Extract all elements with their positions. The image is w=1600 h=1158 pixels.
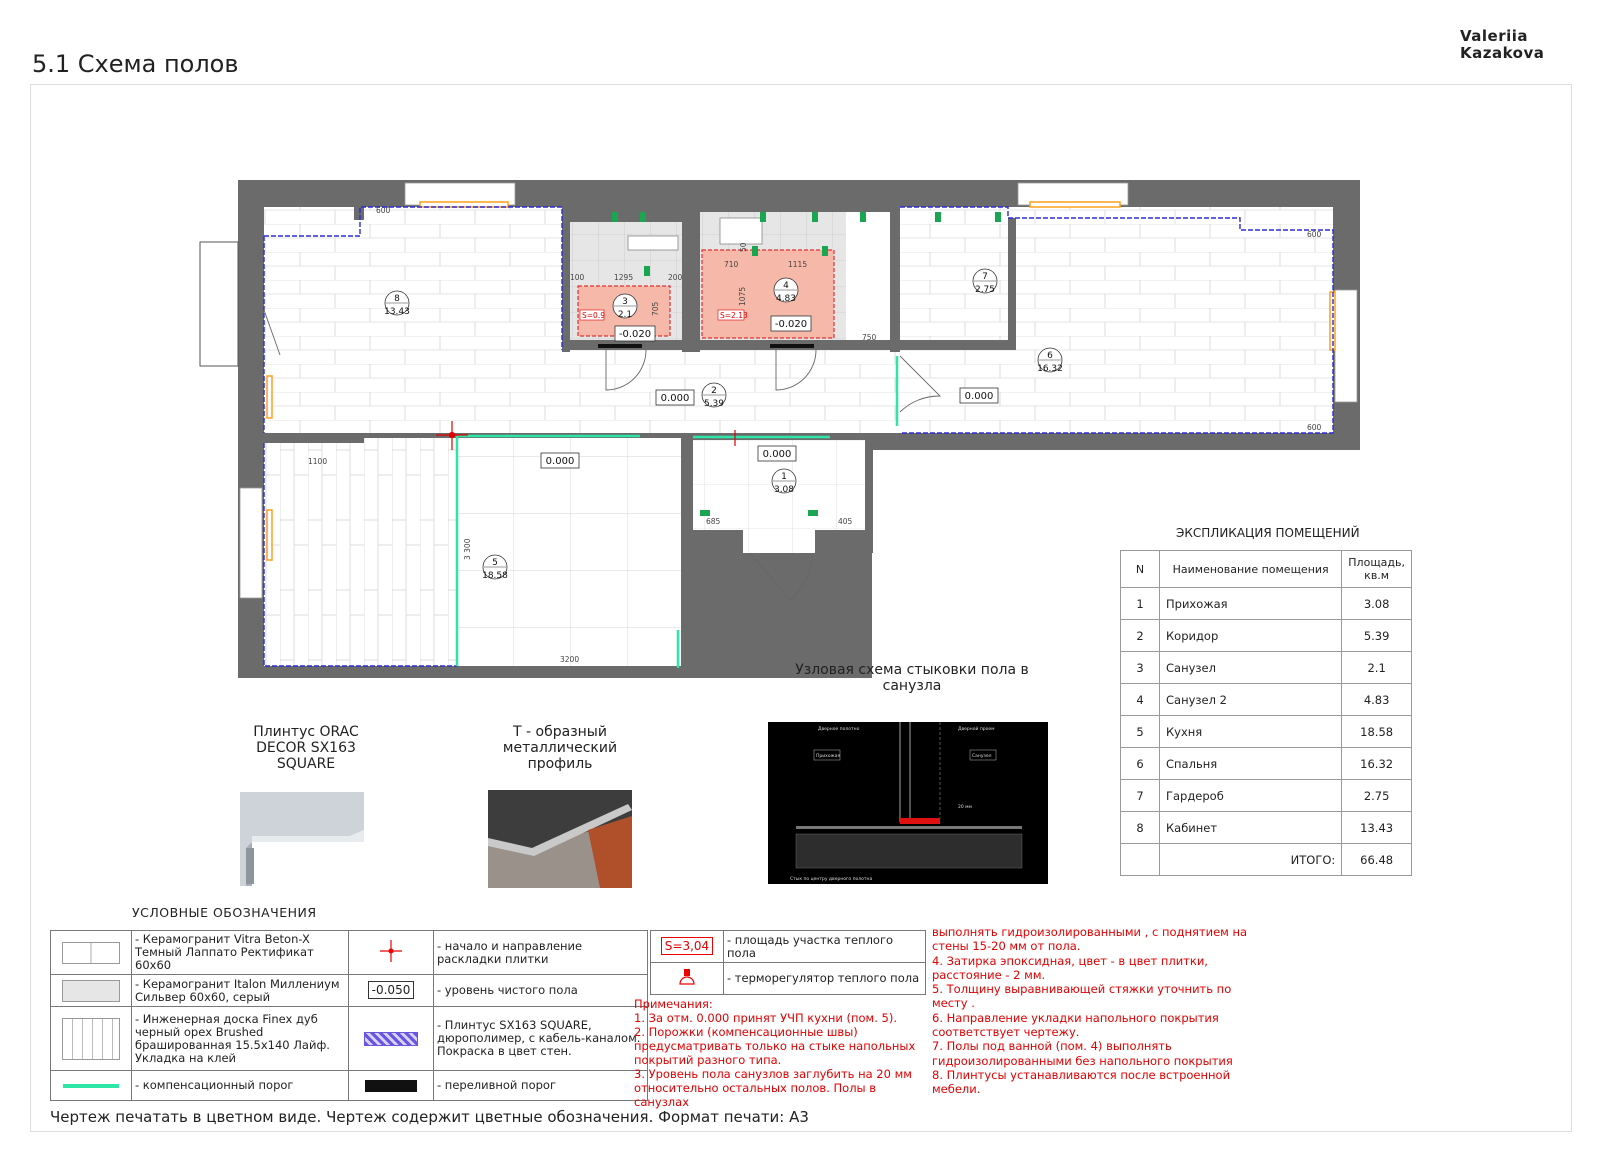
cell-n: 7 — [1121, 780, 1160, 812]
room-marker-7 — [973, 269, 997, 295]
window-right — [1335, 290, 1357, 402]
room-marker-4 — [774, 278, 798, 304]
total-value: 66.48 — [1342, 844, 1412, 876]
node-dim: 20 мм — [958, 805, 972, 810]
svg-text:2.1: 2.1 — [617, 310, 633, 320]
cell-n: 1 — [1121, 588, 1160, 620]
caption-profile: Т - образный металлический профиль — [502, 724, 618, 772]
legend-text: - начало и направление раскладки плитки — [434, 931, 648, 975]
svg-text:600: 600 — [376, 206, 391, 215]
svg-text:3200: 3200 — [560, 655, 580, 664]
explication-title: ЭКСПЛИКАЦИЯ ПОМЕЩЕНИЙ — [1176, 526, 1360, 540]
level-box — [960, 388, 998, 403]
legend-text: - Инженерная доска Finex дуб черный орех Brushed брашированная 15.5х140 Лайф. Укладка на клей — [132, 1007, 349, 1071]
heated-zone-4 — [702, 250, 834, 338]
room-marker-1 — [772, 469, 796, 495]
svg-text:5.39: 5.39 — [703, 399, 725, 409]
svg-text:S=0.9: S=0.9 — [582, 311, 605, 320]
total-label: ИТОГО: — [1160, 844, 1342, 876]
cell-name: Санузел — [1160, 652, 1342, 684]
node-drawing — [768, 722, 1048, 884]
svg-text:5: 5 — [492, 558, 498, 568]
svg-text:1100: 1100 — [308, 457, 328, 466]
svg-text:4: 4 — [783, 281, 789, 291]
wall-wardrobe — [1008, 218, 1016, 350]
legend-swatch — [349, 931, 434, 975]
explication-table — [1120, 550, 1412, 876]
level-box — [758, 446, 796, 461]
note-line: 3. Уровень пола санузлов заглубить на 20 мм относительно остальных полов. Полы в санузлах — [634, 1067, 912, 1109]
cell-n: 3 — [1121, 652, 1160, 684]
svg-text:1: 1 — [781, 472, 787, 482]
legend-swatch — [349, 1071, 434, 1101]
col-header-area: Площадь, кв.м — [1342, 551, 1412, 588]
svg-text:13.43: 13.43 — [384, 307, 410, 317]
cell-area: 3.08 — [1342, 588, 1412, 620]
table-row — [1121, 812, 1412, 844]
note-line: Примечания: — [634, 997, 713, 1011]
svg-text:2.75: 2.75 — [974, 285, 996, 295]
overflow-threshold — [598, 344, 642, 348]
cell-name: Гардероб — [1160, 780, 1342, 812]
radiator — [267, 510, 272, 560]
legend-swatch — [349, 1007, 434, 1071]
room-marker-2 — [702, 383, 726, 409]
svg-text:600: 600 — [1307, 230, 1322, 239]
svg-text:200: 200 — [668, 273, 683, 282]
legend-title: УСЛОВНЫЕ ОБОЗНАЧЕНИЯ — [132, 905, 317, 920]
cell-n: 6 — [1121, 748, 1160, 780]
window-left — [240, 488, 262, 598]
wall-hall-right — [865, 440, 873, 553]
legend-text: - Керамогранит Italon Миллениум Сильвер 60х60, серый — [132, 975, 349, 1007]
total-row — [1121, 844, 1412, 876]
svg-text:8: 8 — [394, 294, 400, 304]
legend-swatch — [349, 975, 434, 1007]
level-sample: -0.050 — [368, 981, 415, 999]
svg-text:1115: 1115 — [788, 260, 808, 269]
caption-node: Узловая схема стыковки пола в санузла — [795, 662, 1029, 694]
cell-area: 2.75 — [1342, 780, 1412, 812]
cell-name: Прихожая — [1160, 588, 1342, 620]
cell-area: 2.1 — [1342, 652, 1412, 684]
note-line: 6. Направление укладки напольного покрытия соответствует чертежу. — [932, 1010, 1219, 1040]
svg-text:4.83: 4.83 — [775, 294, 797, 304]
level-box — [656, 390, 694, 405]
svg-text:0.000: 0.000 — [545, 456, 575, 467]
svg-text:6: 6 — [1047, 351, 1053, 361]
cell-name: Кухня — [1160, 716, 1342, 748]
cell-name: Коридор — [1160, 620, 1342, 652]
cell-n: 2 — [1121, 620, 1160, 652]
cell-area: 5.39 — [1342, 620, 1412, 652]
wall-closet-right — [890, 207, 900, 352]
note-line: 1. За отм. 0.000 принят УЧП кухни (пом. 5). — [634, 1011, 897, 1025]
svg-text:50: 50 — [739, 242, 748, 252]
legend-text: - компенсационный порог — [132, 1071, 349, 1101]
legend-text: - Плинтус SX163 SQUARE, дюрополимер, с кабель-каналом. Покраска в цвет стен. — [434, 1007, 648, 1071]
svg-text:7: 7 — [982, 272, 988, 282]
svg-text:-0.020: -0.020 — [774, 319, 808, 330]
svg-text:0.000: 0.000 — [762, 449, 792, 460]
wall-hall-left — [681, 440, 693, 668]
table-row — [1121, 620, 1412, 652]
wall-wardrobe-bottom — [900, 340, 1010, 350]
level-box — [615, 326, 655, 341]
room-marker-8 — [384, 291, 410, 317]
svg-text:3: 3 — [622, 297, 628, 307]
note-line: 5. Толщину выравнивающей стяжки уточнить по месту . — [932, 982, 1232, 1011]
table-row — [1121, 684, 1412, 716]
table-row — [1121, 716, 1412, 748]
wall-hall-stub-right — [815, 530, 865, 553]
cell-n: 8 — [1121, 812, 1160, 844]
shower-tray-4 — [720, 218, 762, 244]
radiator — [267, 376, 272, 418]
col-header-n: N — [1121, 551, 1160, 588]
notes-left — [634, 997, 924, 1109]
cell-n: 5 — [1121, 716, 1160, 748]
legend-swatch — [51, 1071, 132, 1101]
balcony — [200, 242, 238, 366]
wall-bath3-left — [562, 207, 570, 352]
bathtub-3 — [628, 236, 678, 250]
notes-right — [932, 925, 1262, 1097]
svg-text:1075: 1075 — [738, 286, 747, 306]
node-label-hall: Прихожая — [816, 754, 841, 759]
svg-text:0.000: 0.000 — [964, 391, 994, 402]
legend-text: - Керамогранит Vitra Beton-X Темный Лаппато Ректификат 60х60 — [132, 931, 349, 975]
table-row — [1121, 780, 1412, 812]
svg-text:18.58: 18.58 — [482, 571, 508, 581]
heat-label — [580, 310, 605, 320]
node-label-bottom: Стык по центру дверного полотна — [790, 877, 873, 882]
table-row — [1121, 748, 1412, 780]
legend-swatch — [651, 931, 724, 963]
cell-area: 16.32 — [1342, 748, 1412, 780]
legend-swatch — [51, 975, 132, 1007]
level-box — [541, 453, 579, 468]
profile-image — [488, 790, 632, 888]
cell-area: 13.43 — [1342, 812, 1412, 844]
note-line: выполнять гидроизолированными , с поднятием на стены 15-20 мм от пола. — [932, 925, 1248, 954]
svg-text:0.000: 0.000 — [660, 393, 690, 404]
cell-name: Спальня — [1160, 748, 1342, 780]
svg-text:705: 705 — [651, 301, 660, 316]
col-header-name: Наименование помещения — [1160, 551, 1342, 588]
note-line: 7. Полы под ванной (пом. 4) выполнять гидроизолированными без напольного покрытия — [932, 1039, 1233, 1068]
thermostat-icon — [651, 963, 724, 995]
svg-text:710: 710 — [724, 260, 739, 269]
floor-room-5-wood — [264, 438, 457, 666]
wall-bath-between — [682, 207, 700, 352]
floor-room-5-tile — [457, 438, 681, 666]
radiator — [1030, 202, 1120, 207]
legend-table-right — [650, 930, 926, 995]
wall-kitchen-top — [264, 433, 364, 443]
svg-text:3.08: 3.08 — [773, 485, 795, 495]
node-label-door: Дверное полотно — [818, 727, 860, 732]
legend-swatch — [51, 1007, 132, 1071]
svg-text:2: 2 — [711, 386, 717, 396]
legend-swatch — [51, 931, 132, 975]
svg-text:S=2.13: S=2.13 — [720, 311, 748, 320]
node-label-opening: Дверной проем — [958, 727, 995, 732]
svg-text:600: 600 — [1307, 423, 1322, 432]
svg-text:100: 100 — [570, 273, 585, 282]
note-line: 2. Порожки (компенсационные швы) предусматривать только на стыке напольных покрытий разного типа. — [634, 1025, 916, 1067]
table-row — [1121, 588, 1412, 620]
heat-sample: S=3,04 — [661, 937, 713, 955]
svg-text:685: 685 — [706, 517, 721, 526]
radiator — [420, 202, 508, 207]
svg-text:405: 405 — [838, 517, 853, 526]
svg-text:-0.020: -0.020 — [618, 329, 652, 340]
svg-text:1295: 1295 — [614, 273, 634, 282]
table-row — [1121, 652, 1412, 684]
brand-line2: Kazakova — [1460, 44, 1545, 62]
level-box — [771, 316, 811, 331]
print-note: Чертеж печатать в цветном виде. Чертеж содержит цветные обозначения. Формат печати: А3 — [50, 1108, 809, 1126]
room-marker-5 — [482, 555, 508, 581]
cell-area: 4.83 — [1342, 684, 1412, 716]
heat-label — [718, 310, 748, 320]
floor-room-2 — [264, 348, 900, 433]
overflow-threshold — [770, 344, 814, 348]
legend-text: - площадь участка теплого пола — [724, 931, 926, 963]
note-line: 8. Плинтусы устанавливаются после встроенной мебели. — [932, 1067, 1231, 1097]
legend-text: - терморегулятор теплого пола — [724, 963, 926, 995]
plinth-image — [222, 790, 372, 890]
svg-text:3 300: 3 300 — [463, 538, 472, 560]
caption-plinth: Плинтус ORAC DECOR SX163 SQUARE — [253, 724, 359, 772]
legend-text: - переливной порог — [434, 1071, 648, 1101]
brand-line1: Valeriia — [1460, 27, 1529, 45]
legend-table — [50, 930, 648, 1101]
room-marker-6 — [1037, 348, 1063, 374]
cell-name: Кабинет — [1160, 812, 1342, 844]
page-title: 5.1 Схема полов — [32, 50, 239, 78]
legend-text: - уровень чистого пола — [434, 975, 648, 1007]
closet — [846, 212, 890, 340]
cell-name: Санузел 2 — [1160, 684, 1342, 716]
svg-text:16.32: 16.32 — [1037, 364, 1063, 374]
svg-text:750: 750 — [862, 333, 877, 342]
node-label-bath: Санузел — [972, 754, 992, 759]
cell-n: 4 — [1121, 684, 1160, 716]
wall-hall-stub-left — [693, 530, 743, 553]
note-line: 4. Затирка эпоксидная, цвет - в цвет плитки, расстояние - 2 мм. — [932, 953, 1208, 982]
cell-area: 18.58 — [1342, 716, 1412, 748]
